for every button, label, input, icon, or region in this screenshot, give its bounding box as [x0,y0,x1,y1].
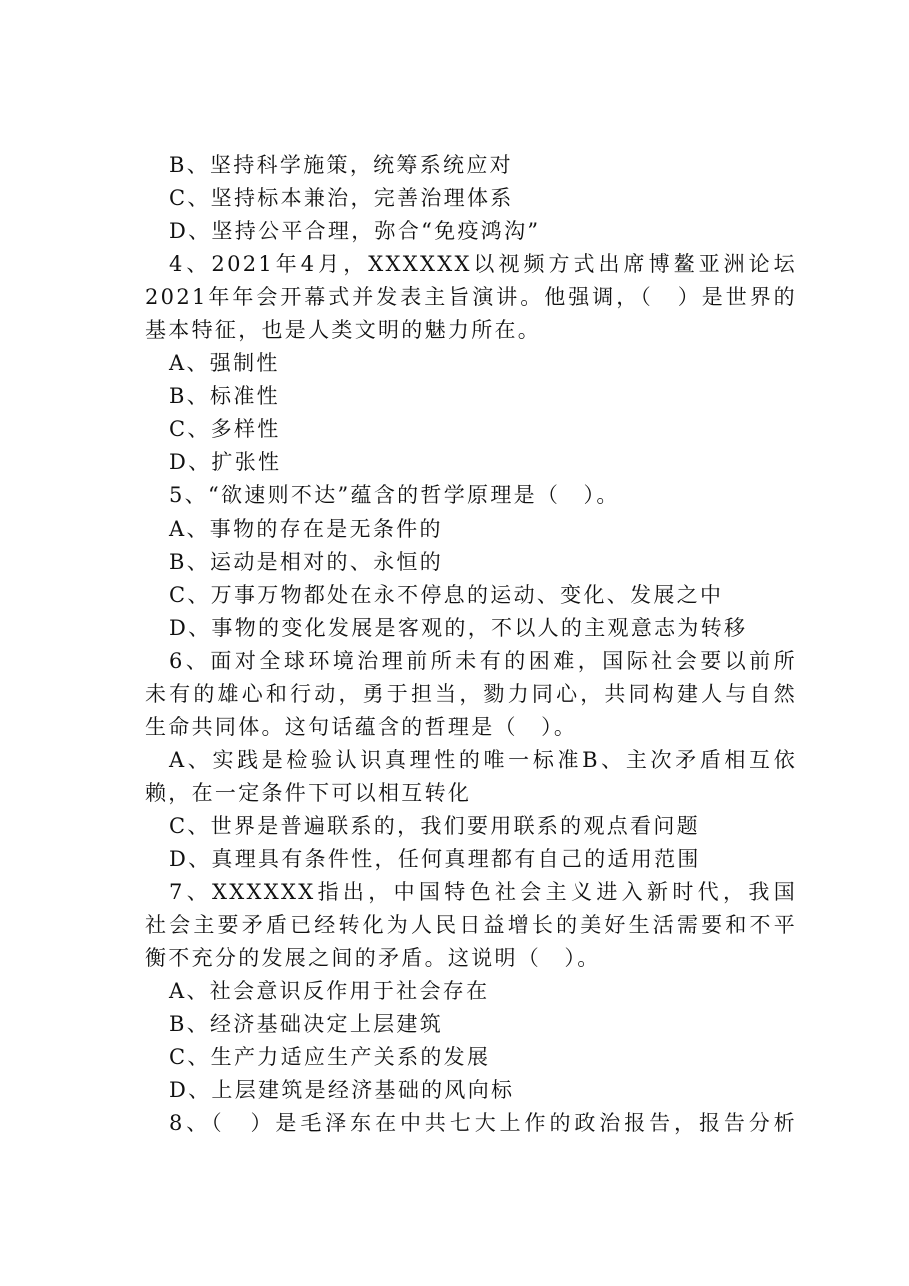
text-line: D、事物的变化发展是客观的，不以人的主观意志为转移 [169,615,748,640]
text-line: 社会主要矛盾已经转化为人民日益增长的美好生活需要和不平 [145,913,797,938]
document-body [145,149,797,1140]
text-line: C、世界是普遍联系的，我们要用联系的观点看问题 [169,813,700,838]
text-line: 赖，在一定条件下可以相互转化 [145,780,472,805]
text-line: 未有的雄心和行动，勇于担当，勠力同心，共同构建人与自然 [145,681,797,706]
text-line: 2021年年会开幕式并发表主旨演讲。他强调，（ ）是世界的 [145,285,797,310]
text-line: C、多样性 [169,417,281,442]
text-line: B、运动是相对的、永恒的 [169,549,444,574]
text-line: D、上层建筑是经济基础的风向标 [169,1078,515,1103]
text-line: 6、面对全球环境治理前所未有的困难，国际社会要以前所 [169,648,797,673]
text-line: 8、（ ）是毛泽东在中共七大上作的政治报告，报告分析 [169,1111,797,1136]
text-line: B、标准性 [169,384,280,409]
text-line: 4、2021年4月，XXXXXX以视频方式出席博鳌亚洲论坛 [169,252,797,277]
text-line: A、社会意识反作用于社会存在 [169,979,490,1004]
text-line: D、真理具有条件性，任何真理都有自己的适用范围 [169,846,701,871]
text-line: C、坚持标本兼治，完善治理体系 [169,186,514,211]
text-line: A、事物的存在是无条件的 [169,516,443,541]
text-line: A、强制性 [169,351,280,376]
text-line: C、万事万物都处在永不停息的运动、变化、发展之中 [169,582,724,607]
text-line: D、坚持公平合理，弥合“免疫鸿沟” [169,219,541,244]
text-line: 7、XXXXXX指出，中国特色社会主义进入新时代，我国 [169,880,797,905]
text-line: D、扩张性 [169,450,282,475]
text-line: B、坚持科学施策，统筹系统应对 [169,153,513,177]
text-line: 生命共同体。这句话蕴含的哲理是（ ）。 [145,714,578,739]
text-line: 衡不充分的发展之间的矛盾。这说明（ ）。 [145,946,601,971]
text-line: A、实践是检验认识真理性的唯一标准B、主次矛盾相互依 [169,747,797,772]
text-line: 5、“欲速则不达”蕴含的哲学原理是（ ）。 [169,483,620,508]
text-line: B、经济基础决定上层建筑 [169,1012,444,1037]
text-line: C、生产力适应生产关系的发展 [169,1045,491,1070]
text-line: 基本特征，也是人类文明的魅力所在。 [145,318,542,343]
